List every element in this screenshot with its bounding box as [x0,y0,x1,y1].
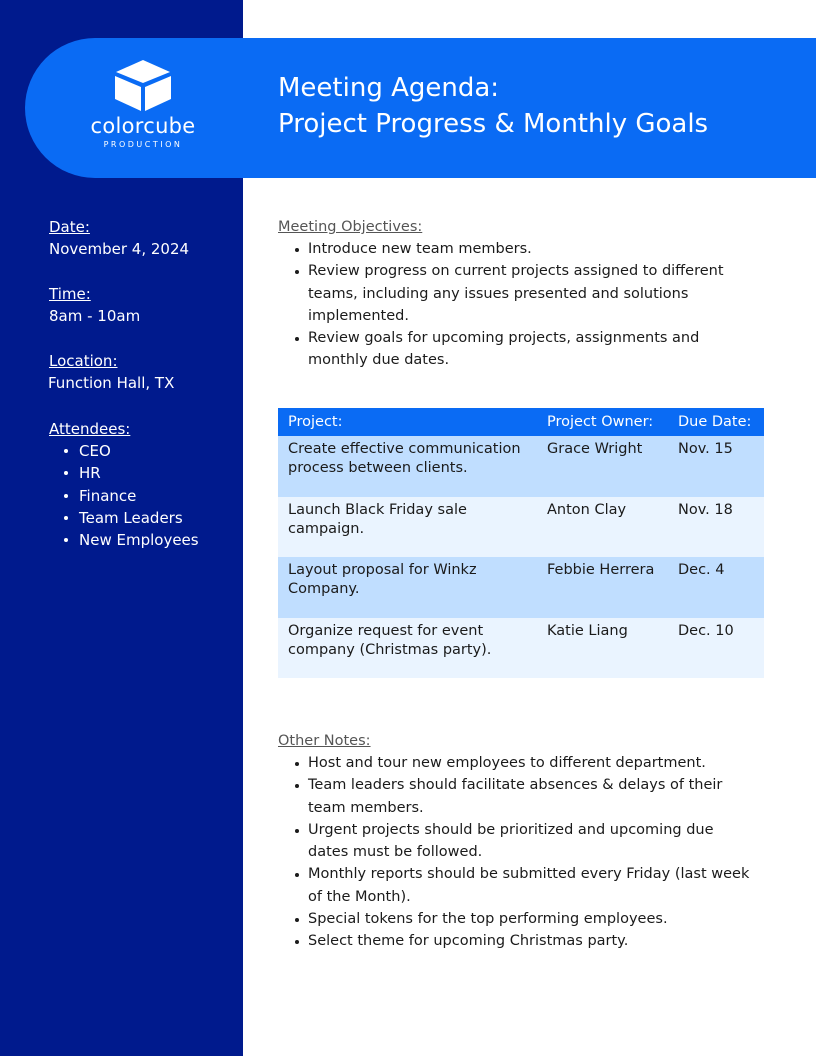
owner-cell: Febbie Herrera [537,557,668,618]
attendees-label: Attendees: [49,420,131,438]
objective-item: Review goals for upcoming projects, assignments and monthly due dates. [278,327,738,372]
table-header-row [278,408,764,436]
due-date-cell: Dec. 10 [668,618,764,679]
objectives-section [278,216,768,372]
page-title [278,70,798,142]
owner-cell: Katie Liang [537,618,668,679]
header-owner: Project Owner: [537,408,668,436]
table-row [278,497,764,558]
header-project: Project: [278,408,537,436]
due-date-cell: Nov. 15 [668,436,764,497]
location-label: Location: [49,352,118,370]
due-date-cell: Dec. 4 [668,557,764,618]
brand-name: colorcube [90,114,196,138]
objective-item: Introduce new team members. [278,238,738,260]
note-item: Host and tour new employees to different department. [278,752,753,774]
attendee-item: HR [49,462,199,484]
note-item: Team leaders should facilitate absences & delays of their team members. [278,774,753,819]
table-row [278,436,764,497]
owner-cell: Anton Clay [537,497,668,558]
date-value: November 4, 2024 [49,240,190,258]
project-cell: Organize request for event company (Christmas party). [278,618,537,679]
date-label: Date: [49,218,90,236]
note-item: Select theme for upcoming Christmas party. [278,930,753,952]
notes-label: Other Notes: [278,733,371,749]
project-cell: Launch Black Friday sale campaign. [278,497,537,558]
objectives-list [278,238,738,372]
attendee-item: Finance [49,485,199,507]
due-date-cell: Nov. 18 [668,497,764,558]
time-block [49,283,140,327]
title-line-1: Meeting Agenda: [278,73,500,103]
attendee-item: CEO [49,440,199,462]
note-item: Monthly reports should be submitted every Friday (last week of the Month). [278,863,753,908]
attendees-block [49,418,199,551]
project-cell: Layout proposal for Winkz Company. [278,557,537,618]
attendee-item: Team Leaders [49,507,199,529]
objective-item: Review progress on current projects assigned to different teams, including any issues presented and solutions implemented. [278,260,738,327]
notes-section [278,730,768,953]
table-row [278,618,764,679]
owner-cell: Grace Wright [537,436,668,497]
time-label: Time: [49,285,91,303]
header-due-date: Due Date: [668,408,764,436]
projects-table [278,408,764,678]
table-row [278,557,764,618]
title-line-2: Project Progress & Monthly Goals [278,109,709,139]
cube-icon [112,58,174,112]
time-value: 8am - 10am [49,307,141,325]
project-cell: Create effective communication process between clients. [278,436,537,497]
note-item: Urgent projects should be prioritized and upcoming due dates must be followed. [278,819,753,864]
location-value: Function Hall, TX [48,374,175,392]
attendee-item: New Employees [49,529,199,551]
notes-list [278,752,753,953]
objectives-label: Meeting Objectives: [278,219,423,235]
location-block [48,350,174,394]
date-block [49,216,189,260]
company-logo [80,58,206,156]
attendees-list [49,440,199,551]
brand-subtitle: PRODUCTION [103,140,183,149]
note-item: Special tokens for the top performing employees. [278,908,753,930]
